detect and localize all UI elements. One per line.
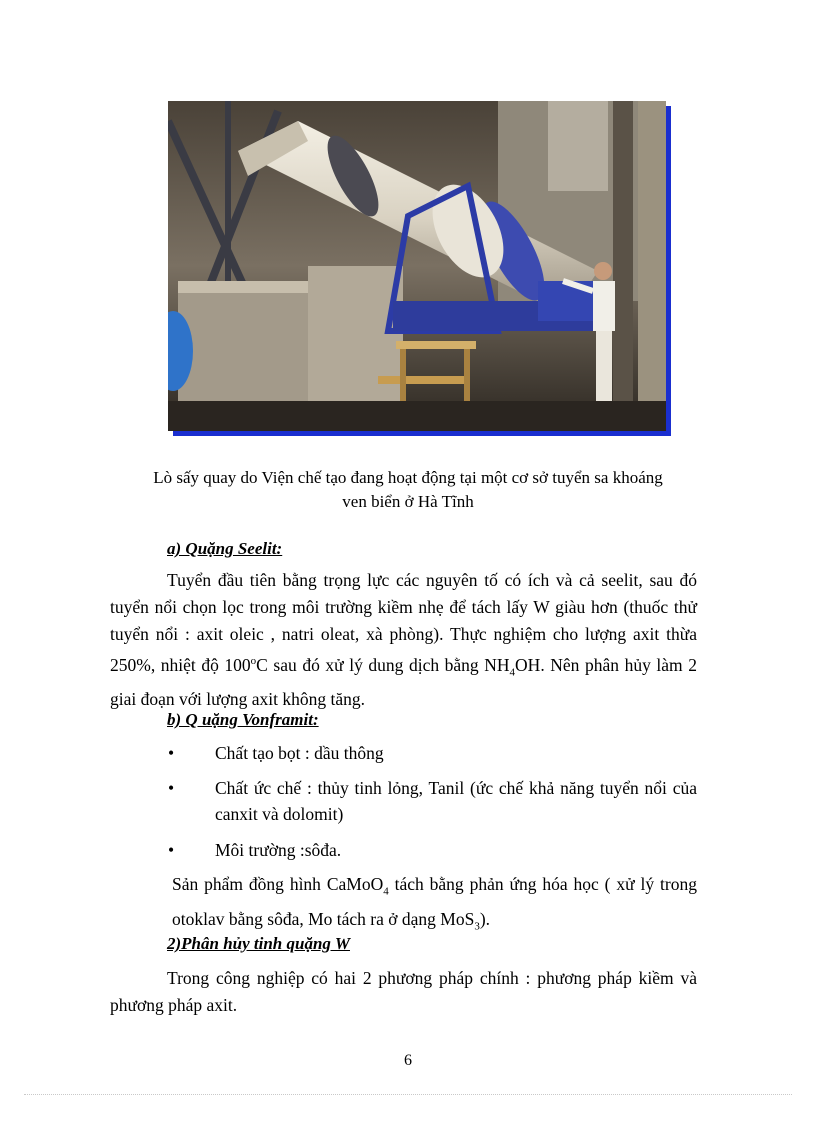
photo-frame [168,101,671,436]
footer-divider [24,1094,792,1095]
bullet-text: Chất ức chế : thủy tinh lỏng, Tanil (ức chế khả năng tuyển nổi của canxit và dolomit) [215,778,697,824]
camoo4-subscript: 4 [383,885,389,898]
bullet-icon: • [168,743,175,763]
caption-line-1: Lò sấy quay do Viện chế tạo đang hoạt động tại một cơ sở tuyển sa khoáng [153,468,663,487]
seelit-text-1: Tuyển đầu tiên bằng trọng lực các nguyên tố có ích và cả seelit, sau đó tuyển nổi chọn lọc trong môi trường kiềm nhẹ để tách lấy W giàu hơn (thuốc thử tuyển nổi : axit oleic , natri oleat, xà phòng). Thực nghiệm cho lượng axit thừa 250%, nhiệt độ 100 [110,570,697,675]
bullet-text: Môi trường :sôđa. [215,840,342,860]
rotary-kiln-photo [168,101,666,431]
heading-seelit: a) Quặng Seelit: [167,539,283,558]
page-number: 6 [404,1052,412,1069]
degree-superscript: o [250,655,257,667]
bullet-icon: • [168,840,175,860]
paragraph-seelit [110,567,697,713]
caption-line-2: ven biển ở Hà Tĩnh [342,492,474,511]
seelit-text-3: OH. Nên phân hủy làm 2 giai đoạn với lượng axit không tăng. [110,654,697,710]
photo-caption [110,466,706,514]
paragraph-product [172,871,697,940]
bullet-text: Chất tạo bọt : dầu thông [215,743,384,763]
product-text-2: tách bằng phản ứng hóa học ( xử lý trong otoklav bằng sôđa, Mo tách ra ở dạng MoS [172,874,697,929]
heading-decomposition: 2)Phân hủy tinh quặng W [167,934,350,953]
mos3-subscript: 3 [474,920,480,932]
nh4-subscript: 4 [509,666,516,679]
rotary-kiln-illustration [168,101,666,431]
list-item [168,775,697,829]
product-text-1: Sản phẩm đồng hình CaMoO [172,874,384,894]
product-text-3: ). [479,908,491,929]
paragraph-decomposition: Trong công nghiệp có hai 2 phương pháp chính : phương pháp kiềm và phương pháp axit. [110,968,697,1015]
seelit-text-2: C sau đó xử lý dung dịch bằng NH [256,654,510,675]
heading-vonframit: b) Q uặng Vonframit: [167,710,319,729]
bullet-icon: • [168,778,175,798]
